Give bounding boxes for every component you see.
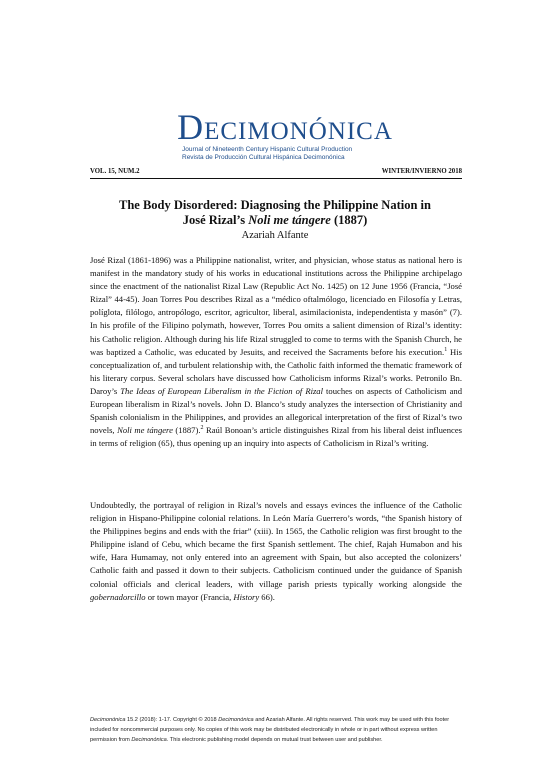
body-paragraph-1 xyxy=(90,254,462,450)
article-author: Azariah Alfante xyxy=(241,230,309,241)
footnote-ref-1[interactable]: 1 xyxy=(444,346,448,353)
body-paragraph-2 xyxy=(90,499,462,604)
journal-logo: Decimonónica xyxy=(177,107,393,147)
paragraph-2-text-a: Undoubtedly, the portrayal of religion in Rizal’s novels and essays evinces the influence of the Catholic religion in Hispano-Philippine colonial relations. In León María Guerrero’s words, “the Spanish history of the Philippines begins and ends with the friar” (xiii). In 1565, the Catholic religion was first brought to the Philippine island of Cebu, which became the first Spanish settlement. The chief, Rajah Humabon and his wife, Hara Humamay, not only entered into an agreement with Spain, but also accepted the colonizers’ Catholic faith and passed it down to their subjects. Catholicism continued under the guidance of Spanish colonial officials and clerical leaders, with village parish priests typically working alongside the xyxy=(90,500,462,589)
footer-journal-name-2: Decimonónica xyxy=(218,717,254,723)
title-line-2-suffix: (1887) xyxy=(330,213,368,227)
novel-title: Noli me tángere xyxy=(117,425,173,436)
article-title xyxy=(80,198,470,228)
footnote-ref-2[interactable]: 2 xyxy=(200,425,204,432)
issue-season: WINTER/INVIERNO 2018 xyxy=(381,168,462,175)
journal-subtitle-spanish: Revista de Producción Cultural Hispánica Decimonónica xyxy=(182,154,345,161)
paragraph-1-text-d: (1887). xyxy=(172,425,201,436)
issue-header xyxy=(90,168,462,179)
paragraph-1-text-e: Raúl Bonoan’s article distinguishes Rizal from his liberal deist influences in terms of religion (65), thus opening up an inquiry into aspects of Catholicism in Rizal’s writing. xyxy=(90,425,462,449)
paragraph-1-text-a: José Rizal (1861-1896) was a Philippine nationalist, writer, and physician, whose status as national hero is manifest in the mandatory study of his works in educational institutions across the Philippine archipelago since the enactment of the nationalist Rizal Law (Republic Act No. 1425) on 12 June 1956 (Francia, “José Rizal” 44-45). Joan Torres Pou describes Rizal as a “médico oftalmólogo, licenciado en Filosofía y Letras, políglota, filólogo, antropólogo, escritor, agricultor, liberal, asimilacionista, independentista y masón” (7). In his profile of the Filipino polymath, however, Torres Pou omits a salient dimension of Rizal’s identity: his Catholic religion. Although during his life Rizal struggled to come to terms with the Spanish Church, he was baptized a Catholic, was educated by Jesuits, and received the Sacraments before his execution. xyxy=(90,255,462,357)
title-line-1: The Body Disordered: Diagnosing the Philippine Nation in xyxy=(119,198,431,212)
title-line-2-prefix: José Rizal’s xyxy=(182,213,249,227)
paragraph-1-text-c: touches on aspects of Catholicism and European liberalism in Rizal’s novels. John D. Blanco’s study analyzes the intersection of Christianity and Spanish colonialism in the Philippines, and provides an allegorical interpretation of the first of Rizal’s two novels, xyxy=(90,385,462,436)
italic-term: gobernadorcillo xyxy=(90,591,146,602)
journal-masthead xyxy=(120,107,450,161)
cited-work-title: The Ideas of European Liberalism in the Fiction of Rizal xyxy=(120,385,323,396)
footer-journal-name: Decimonónica xyxy=(90,717,126,723)
footer-journal-name-3: Decimonónica xyxy=(131,737,167,743)
footer-text-c: . This electronic publishing model depends on mutual trust between user and publisher. xyxy=(166,737,383,743)
paragraph-2-text-b: or town mayor (Francia, xyxy=(145,591,234,602)
title-novel-name: Noli me tángere xyxy=(248,213,331,227)
footer-text-b: and Azariah Alfante. All rights reserved. This work may be used with this footer included for noncommercial purposes only. No copies of this work may be distributed electronically in whole or in part without express written permission from xyxy=(90,717,450,743)
copyright-footer xyxy=(90,715,465,745)
footer-text-a: 15.2 (2018): 1-17. Copyright © 2018 xyxy=(125,717,219,723)
paragraph-1-text-b: His conceptualization of, and turbulent relationship with, the Catholic faith informed the thematic framework of his literary corpus. Several scholars have discussed how Catholicism informs Rizal’s works. Petronilo Bn. Daroy’s xyxy=(90,346,462,396)
volume-number: VOL. 15, NUM.2 xyxy=(90,168,140,175)
paragraph-2-text-c: 66). xyxy=(259,591,275,602)
journal-subtitle-english: Journal of Nineteenth Century Hispanic Cultural Production xyxy=(182,146,353,153)
italic-citation: History xyxy=(233,591,260,602)
